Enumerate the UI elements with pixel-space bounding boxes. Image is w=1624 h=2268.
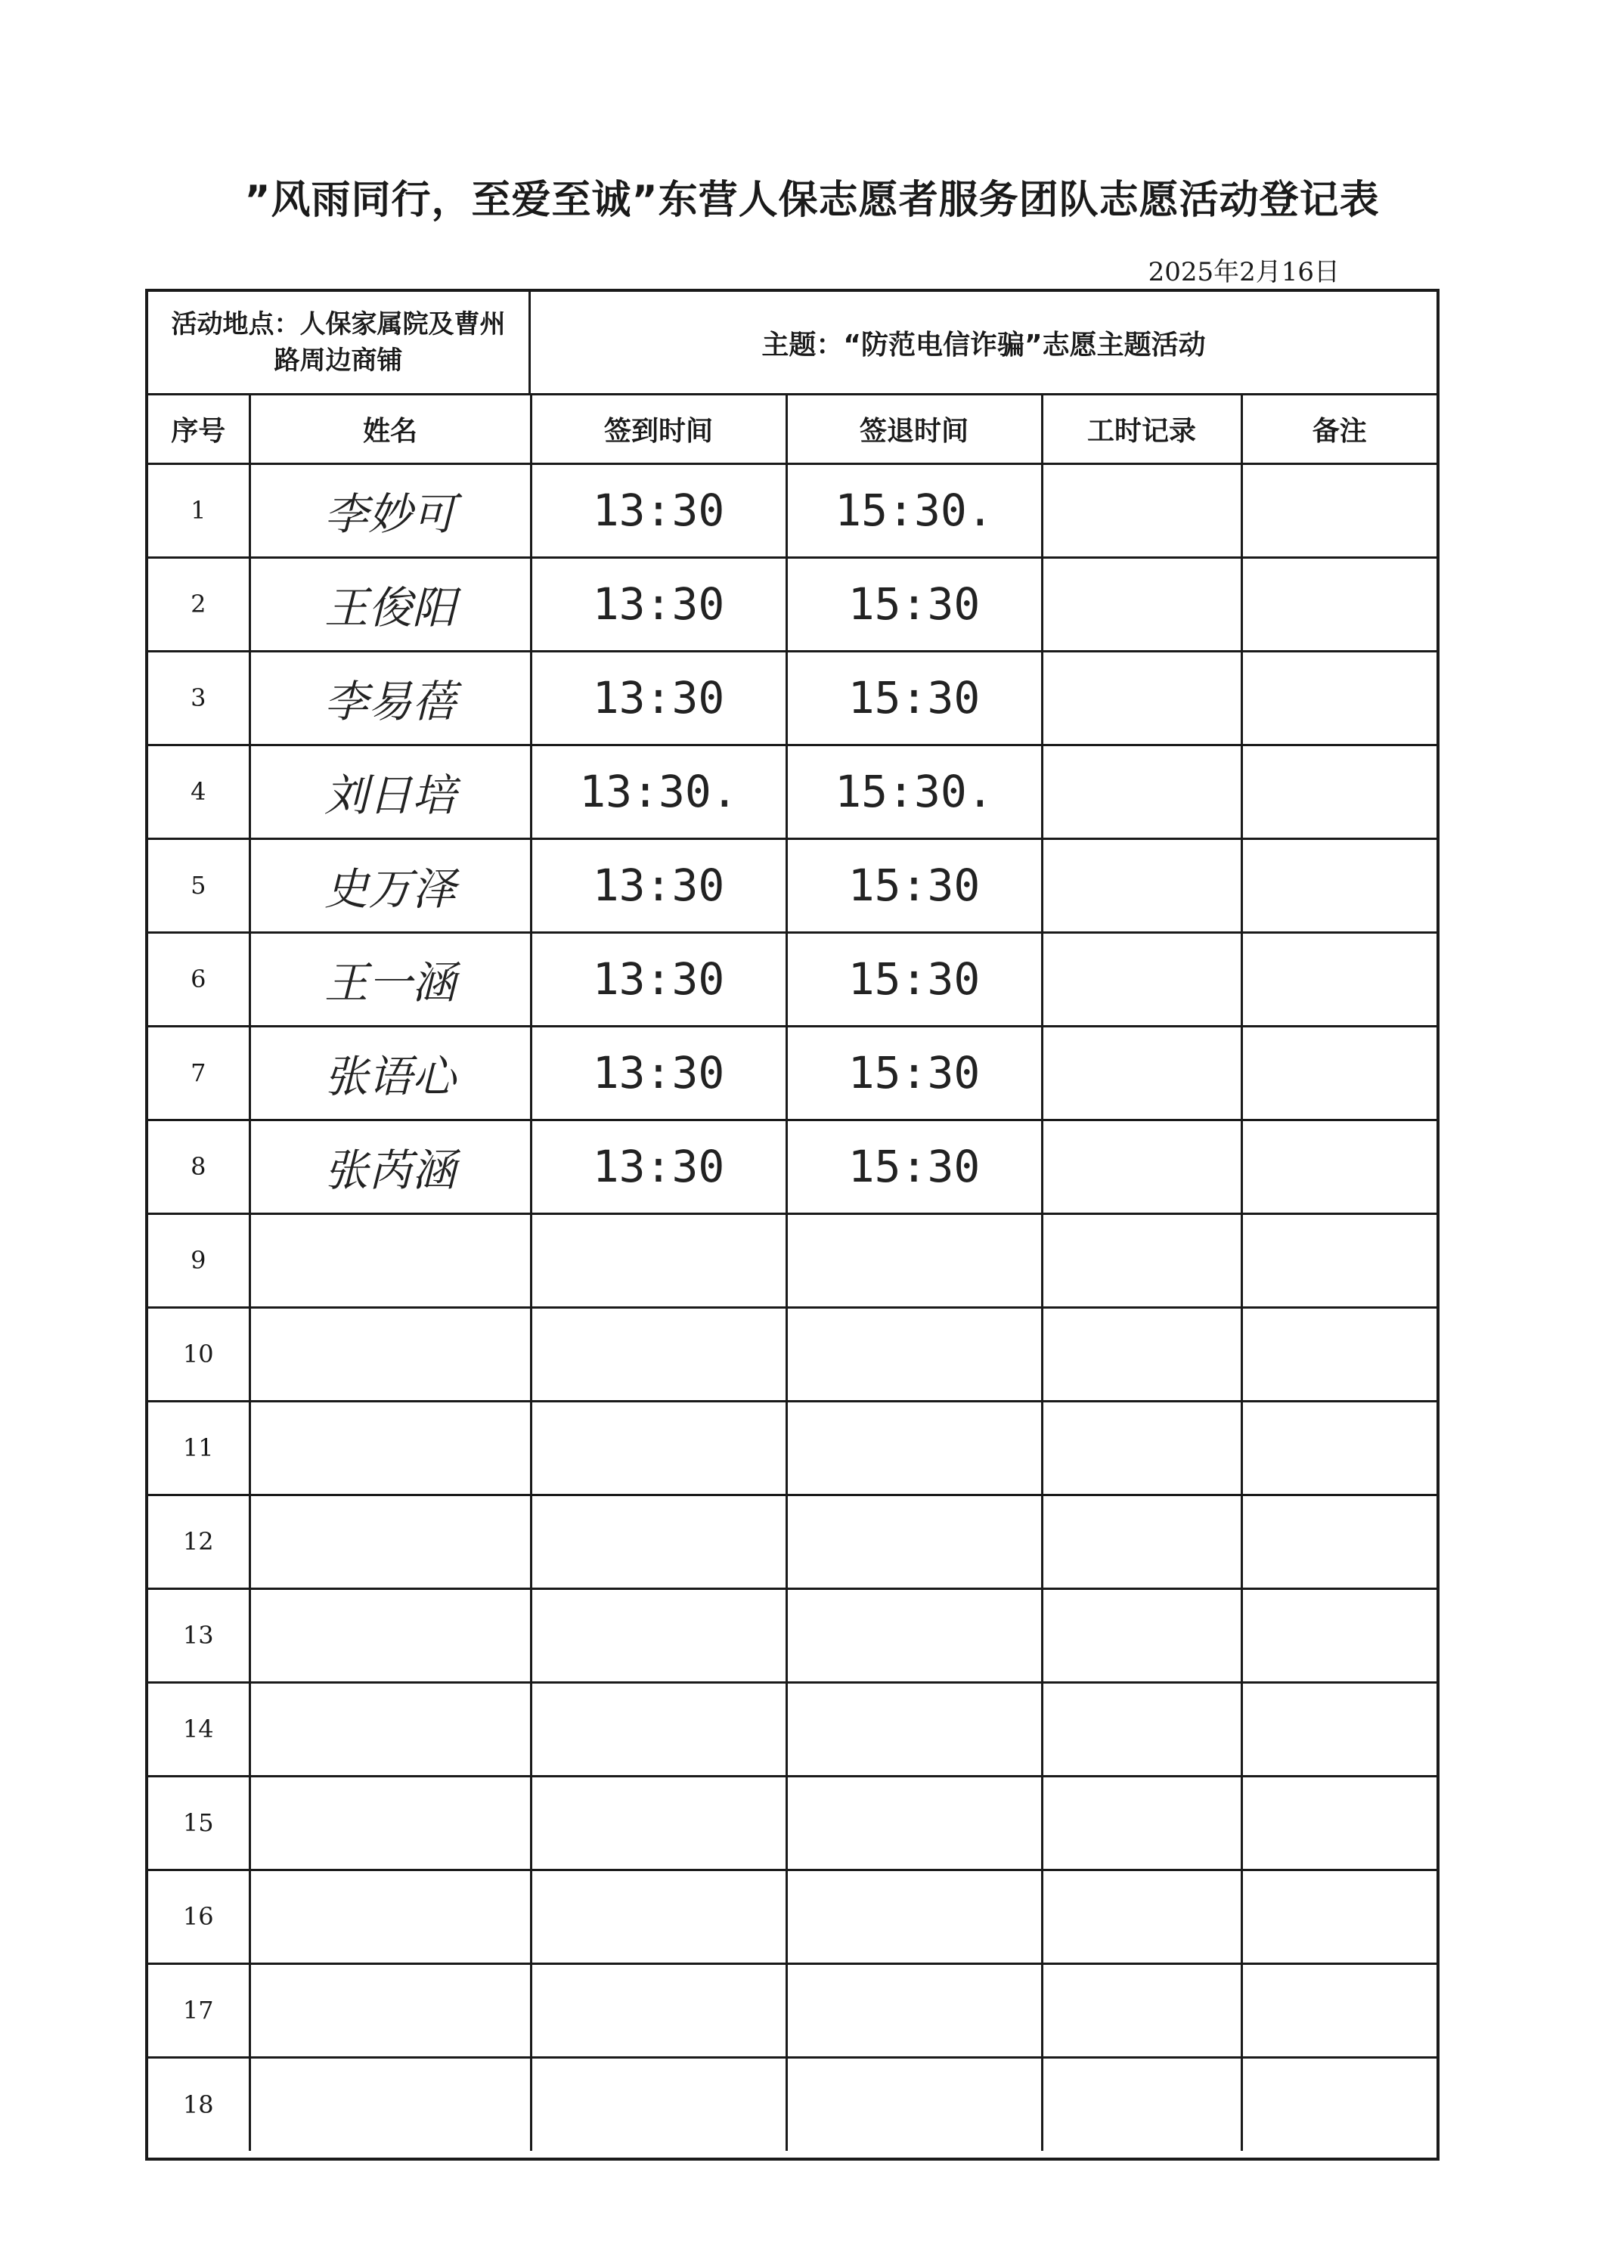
cell-checkin [531,1401,786,1495]
cell-remark [1241,838,1436,932]
cell-checkin [531,1776,786,1870]
cell-name: 张语心 [249,1026,531,1120]
cell-checkin: 13:30 [531,1026,786,1120]
cell-checkout: 15:30 [786,557,1042,651]
cell-seq: 16 [148,1870,249,1963]
cell-remark [1241,1963,1436,2057]
cell-seq: 14 [148,1682,249,1776]
cell-name [249,1401,531,1495]
cell-checkout: 15:30 [786,651,1042,745]
cell-name [249,1682,531,1776]
cell-remark [1241,1307,1436,1401]
cell-remark [1241,745,1436,838]
cell-remark [1241,2057,1436,2151]
table-row [148,1776,1436,1870]
cell-name [249,1870,531,1963]
cell-checkin: 13:30 [531,463,786,557]
cell-checkin [531,1213,786,1307]
cell-checkin [531,1682,786,1776]
cell-remark [1241,1682,1436,1776]
cell-remark [1241,932,1436,1026]
cell-checkin: 13:30 [531,1120,786,1213]
cell-checkout [786,1213,1042,1307]
cell-remark [1241,651,1436,745]
cell-checkout [786,1401,1042,1495]
cell-checkout [786,1870,1042,1963]
cell-name: 王一涵 [249,932,531,1026]
table-row [148,1213,1436,1307]
table-row [148,1963,1436,2057]
cell-hours [1042,463,1241,557]
cell-remark [1241,1401,1436,1495]
table-row [148,1495,1436,1588]
cell-name: 李妙可 [249,463,531,557]
cell-checkout [786,2057,1042,2151]
cell-checkin [531,1495,786,1588]
table-row [148,838,1436,932]
table-row [148,932,1436,1026]
cell-name [249,1495,531,1588]
cell-name: 史万泽 [249,838,531,932]
cell-remark [1241,1120,1436,1213]
cell-hours [1042,1120,1241,1213]
cell-checkin: 13:30 [531,557,786,651]
cell-seq: 2 [148,557,249,651]
cell-checkout [786,1307,1042,1401]
cell-checkout: 15:30 [786,932,1042,1026]
cell-seq: 18 [148,2057,249,2151]
cell-name: 李易蓓 [249,651,531,745]
table-row [148,1682,1436,1776]
cell-checkin [531,1588,786,1682]
cell-hours [1042,745,1241,838]
table-row [148,1120,1436,1213]
cell-checkout: 15:30 [786,1120,1042,1213]
cell-seq: 15 [148,1776,249,1870]
cell-hours [1042,651,1241,745]
cell-seq: 9 [148,1213,249,1307]
cell-name [249,1307,531,1401]
cell-checkout: 15:30. [786,745,1042,838]
cell-checkin [531,2057,786,2151]
col-header-checkin: 签到时间 [531,395,786,463]
table-row [148,557,1436,651]
cell-hours [1042,1776,1241,1870]
cell-remark [1241,1213,1436,1307]
cell-remark [1241,1495,1436,1588]
cell-checkin [531,1870,786,1963]
cell-checkout [786,1588,1042,1682]
cell-hours [1042,1588,1241,1682]
volunteer-table [148,395,1436,2151]
cell-seq: 4 [148,745,249,838]
col-header-checkout: 签退时间 [786,395,1042,463]
col-header-name: 姓名 [249,395,531,463]
table-row [148,651,1436,745]
table-row [148,1401,1436,1495]
form-date: 2025年2月16日 [1148,257,1340,287]
activity-location: 活动地点：人保家属院及曹州路周边商铺 [148,292,531,393]
form-title: ”风雨同行，至爱至诚”东营人保志愿者服务团队志愿活动登记表 [244,178,1380,223]
cell-seq: 17 [148,1963,249,2057]
cell-hours [1042,1495,1241,1588]
cell-checkin: 13:30 [531,651,786,745]
cell-seq: 8 [148,1120,249,1213]
cell-seq: 5 [148,838,249,932]
table-row [148,745,1436,838]
table-row [148,1307,1436,1401]
col-header-hours: 工时记录 [1042,395,1241,463]
cell-checkin: 13:30 [531,838,786,932]
cell-remark [1241,1870,1436,1963]
cell-name: 王俊阳 [249,557,531,651]
cell-hours [1042,1682,1241,1776]
cell-hours [1042,1401,1241,1495]
table-row [148,1588,1436,1682]
table-row [148,2057,1436,2151]
cell-checkin [531,1963,786,2057]
cell-name [249,1213,531,1307]
cell-hours [1042,1213,1241,1307]
cell-name [249,1776,531,1870]
cell-name [249,2057,531,2151]
cell-checkin [531,1307,786,1401]
cell-seq: 3 [148,651,249,745]
cell-checkin: 13:30. [531,745,786,838]
col-header-seq: 序号 [148,395,249,463]
cell-checkin: 13:30 [531,932,786,1026]
table-row [148,463,1436,557]
cell-hours [1042,557,1241,651]
col-header-remark: 备注 [1241,395,1436,463]
cell-remark [1241,1776,1436,1870]
cell-name [249,1963,531,2057]
cell-name: 刘日培 [249,745,531,838]
cell-hours [1042,1026,1241,1120]
cell-checkout: 15:30 [786,838,1042,932]
table-header-row [148,395,1436,463]
cell-seq: 7 [148,1026,249,1120]
cell-remark [1241,463,1436,557]
cell-hours [1042,932,1241,1026]
cell-seq: 10 [148,1307,249,1401]
cell-checkout [786,1682,1042,1776]
table-row [148,1026,1436,1120]
cell-hours [1042,838,1241,932]
cell-seq: 11 [148,1401,249,1495]
cell-seq: 13 [148,1588,249,1682]
cell-hours [1042,1870,1241,1963]
cell-remark [1241,1026,1436,1120]
cell-hours [1042,2057,1241,2151]
registration-sheet [145,289,1440,2161]
cell-remark [1241,1588,1436,1682]
cell-checkout: 15:30 [786,1026,1042,1120]
cell-seq: 12 [148,1495,249,1588]
cell-checkout: 15:30. [786,463,1042,557]
cell-checkout [786,1495,1042,1588]
cell-hours [1042,1307,1241,1401]
cell-checkout [786,1963,1042,2057]
cell-hours [1042,1963,1241,2057]
cell-remark [1241,557,1436,651]
activity-topic: 主题：“防范电信诈骗”志愿主题活动 [761,329,1206,361]
table-row [148,1870,1436,1963]
cell-name [249,1588,531,1682]
info-row [148,292,1436,395]
cell-seq: 6 [148,932,249,1026]
cell-name: 张芮涵 [249,1120,531,1213]
cell-seq: 1 [148,463,249,557]
cell-checkout [786,1776,1042,1870]
